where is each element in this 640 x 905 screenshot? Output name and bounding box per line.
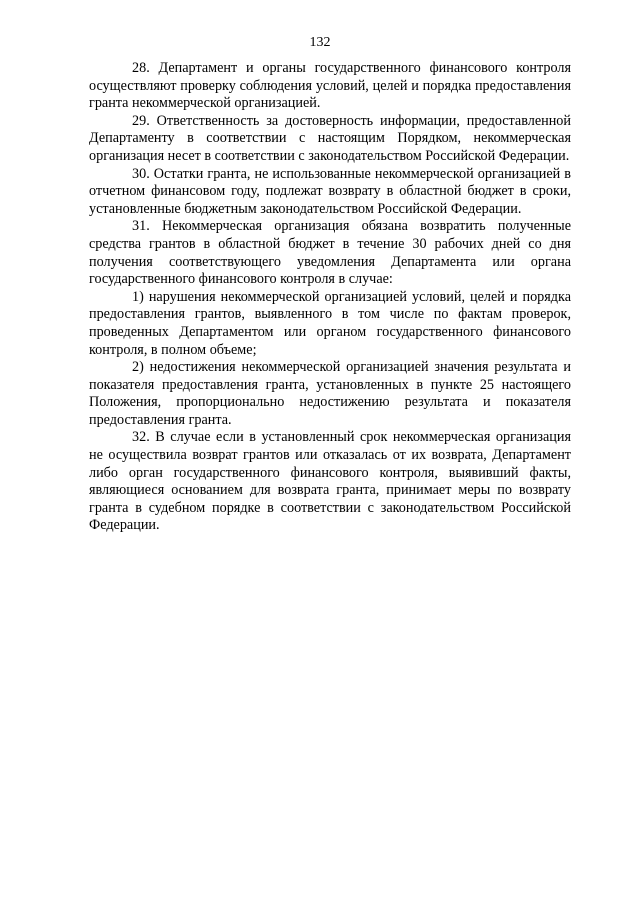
paragraph-31: 31. Некоммерческая организация обязана возвратить полученные средства грантов в областной бюджет в течение 30 рабочих дней со дня получения соответствующего уведомления Департамента или органа государственного финансового контроля в случае:: [89, 218, 571, 288]
paragraph-30: 30. Остатки гранта, не использованные некоммерческой организацией в отчетном финансовом году, подлежат возврату в областной бюджет в сроки, установленные бюджетным законодательством Российской Федерации.: [89, 165, 571, 217]
document-body: [89, 60, 571, 535]
paragraph-31-item-1: 1) нарушения некоммерческой организацией условий, целей и порядка предоставления грантов, выявленного в том числе по фактам проверок, проведенных Департаментом или органом государственного финансового контроля, в полном объеме;: [89, 288, 571, 358]
paragraph-28: 28. Департамент и органы государственного финансового контроля осуществляют проверку соблюдения условий, целей и порядка предоставления гранта некоммерческой организацией.: [89, 60, 571, 112]
page-number: 132: [309, 35, 331, 50]
paragraph-32: 32. В случае если в установленный срок некоммерческая организация не осуществила возврат грантов или отказалась от их возврата, Департамент либо орган государственного финансового контроля, выявивший факты, являющиеся основанием для возврата гранта, принимает меры по возврату гранта в судебном порядке в соответствии с законодательством Российской Федерации.: [89, 429, 571, 534]
paragraph-29: 29. Ответственность за достоверность информации, предоставленной Департаменту в соответствии с настоящим Порядком, некоммерческая организация несет в соответствии с законодательством Российской Федерации.: [89, 112, 571, 164]
paragraph-31-item-2: 2) недостижения некоммерческой организацией значения результата и показателя предоставления гранта, установленных в пункте 25 настоящего Положения, пропорционально недостижению результата и показателя предоставления гранта.: [89, 359, 571, 428]
